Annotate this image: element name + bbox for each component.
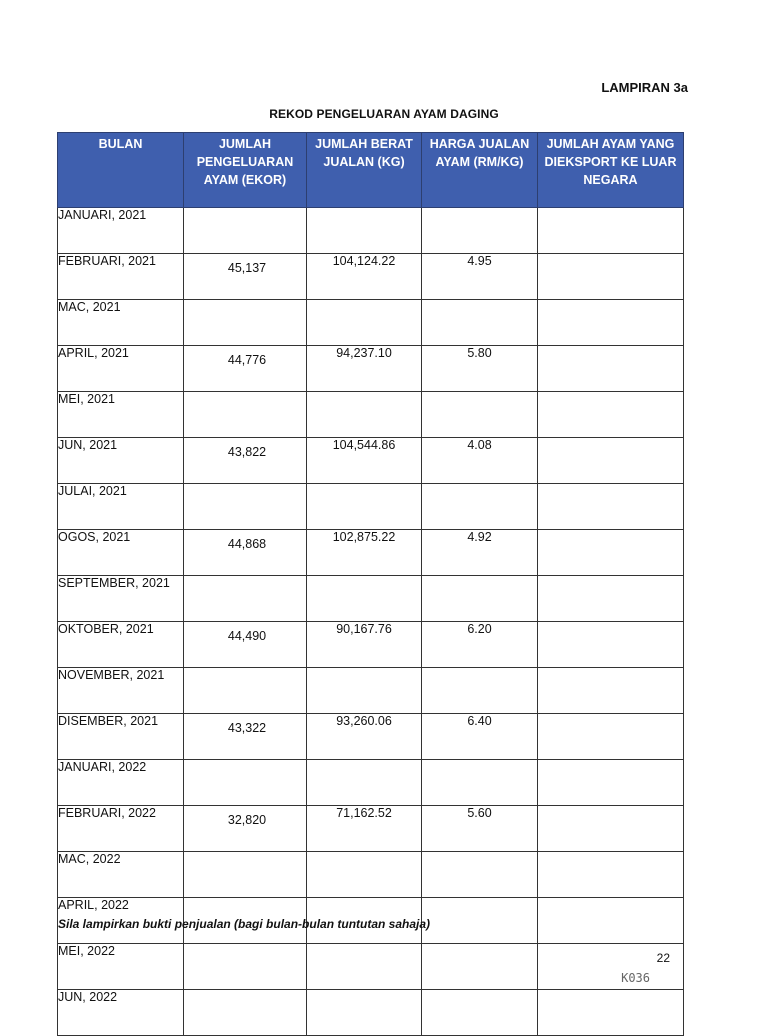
cell-price: 4.92 [422, 530, 538, 576]
cell-price [422, 760, 538, 806]
cell-export [538, 852, 684, 898]
broiler-production-table [57, 132, 684, 1036]
cell-price: 5.60 [422, 806, 538, 852]
header-production: JUMLAH PENGELUARAN AYAM (EKOR) [184, 133, 307, 208]
cell-weight [307, 300, 422, 346]
page-number: 22 [656, 951, 670, 965]
table-row [58, 254, 684, 300]
appendix-label: LAMPIRAN 3a [601, 80, 688, 95]
cell-weight: 102,875.22 [307, 530, 422, 576]
cell-price [422, 392, 538, 438]
cell-production [184, 668, 307, 714]
cell-weight: 104,124.22 [307, 254, 422, 300]
cell-production [184, 576, 307, 622]
cell-month: JUN, 2022 [58, 990, 184, 1036]
table-body [58, 208, 684, 1036]
header-month: BULAN [58, 133, 184, 208]
cell-month: SEPTEMBER, 2021 [58, 576, 184, 622]
cell-weight [307, 576, 422, 622]
table-row [58, 530, 684, 576]
cell-export [538, 760, 684, 806]
header-weight: JUMLAH BERAT JUALAN (KG) [307, 133, 422, 208]
cell-production: 44,868 [184, 530, 307, 576]
cell-export [538, 898, 684, 944]
cell-production [184, 990, 307, 1036]
cell-export [538, 254, 684, 300]
document-code: K036 [621, 971, 650, 985]
cell-price [422, 300, 538, 346]
cell-export [538, 392, 684, 438]
cell-price: 5.80 [422, 346, 538, 392]
table-row [58, 668, 684, 714]
header-export: JUMLAH AYAM YANG DIEKSPORT KE LUAR NEGARA [538, 133, 684, 208]
table-row [58, 438, 684, 484]
table-row [58, 208, 684, 254]
table-row [58, 852, 684, 898]
cell-weight [307, 852, 422, 898]
table-row [58, 806, 684, 852]
table-row [58, 300, 684, 346]
cell-export [538, 346, 684, 392]
table-row [58, 346, 684, 392]
cell-weight [307, 944, 422, 990]
cell-price: 6.40 [422, 714, 538, 760]
cell-month: OGOS, 2021 [58, 530, 184, 576]
table-header-row [58, 133, 684, 208]
cell-month: JULAI, 2021 [58, 484, 184, 530]
cell-production [184, 944, 307, 990]
cell-month: JANUARI, 2022 [58, 760, 184, 806]
cell-export [538, 530, 684, 576]
cell-production: 44,490 [184, 622, 307, 668]
cell-month: JUN, 2021 [58, 438, 184, 484]
cell-price [422, 944, 538, 990]
cell-production [184, 208, 307, 254]
cell-export [538, 576, 684, 622]
cell-price [422, 990, 538, 1036]
cell-export [538, 438, 684, 484]
cell-export [538, 990, 684, 1036]
table-row [58, 622, 684, 668]
cell-production [184, 760, 307, 806]
cell-production [184, 392, 307, 438]
cell-weight [307, 760, 422, 806]
table-row [58, 944, 684, 990]
cell-weight [307, 392, 422, 438]
table-row [58, 392, 684, 438]
cell-production: 44,776 [184, 346, 307, 392]
document-title: REKOD PENGELUARAN AYAM DAGING [269, 107, 499, 121]
cell-month: FEBRUARI, 2022 [58, 806, 184, 852]
table-row [58, 760, 684, 806]
cell-weight: 71,162.52 [307, 806, 422, 852]
cell-month: JANUARI, 2021 [58, 208, 184, 254]
table-row [58, 484, 684, 530]
cell-weight [307, 208, 422, 254]
cell-price [422, 208, 538, 254]
cell-production: 43,322 [184, 714, 307, 760]
cell-export [538, 484, 684, 530]
cell-price [422, 898, 538, 944]
cell-export [538, 714, 684, 760]
cell-production: 45,137 [184, 254, 307, 300]
cell-month: DISEMBER, 2021 [58, 714, 184, 760]
cell-export [538, 622, 684, 668]
cell-production: 43,822 [184, 438, 307, 484]
cell-production [184, 484, 307, 530]
cell-month: MAC, 2022 [58, 852, 184, 898]
cell-weight: 104,544.86 [307, 438, 422, 484]
cell-price: 4.08 [422, 438, 538, 484]
cell-production [184, 300, 307, 346]
header-price: HARGA JUALAN AYAM (RM/KG) [422, 133, 538, 208]
cell-weight [307, 990, 422, 1036]
cell-weight: 94,237.10 [307, 346, 422, 392]
cell-month: APRIL, 2022 [58, 898, 184, 944]
table-row [58, 576, 684, 622]
cell-month: MEI, 2022 [58, 944, 184, 990]
cell-month: OKTOBER, 2021 [58, 622, 184, 668]
cell-weight [307, 484, 422, 530]
cell-weight [307, 668, 422, 714]
cell-month: APRIL, 2021 [58, 346, 184, 392]
cell-export [538, 300, 684, 346]
cell-weight: 93,260.06 [307, 714, 422, 760]
cell-price: 6.20 [422, 622, 538, 668]
cell-month: MEI, 2021 [58, 392, 184, 438]
cell-month: MAC, 2021 [58, 300, 184, 346]
cell-price: 4.95 [422, 254, 538, 300]
cell-price [422, 484, 538, 530]
cell-price [422, 668, 538, 714]
table-row [58, 990, 684, 1036]
cell-price [422, 852, 538, 898]
cell-price [422, 576, 538, 622]
cell-export [538, 668, 684, 714]
cell-production [184, 852, 307, 898]
footnote: Sila lampirkan bukti penjualan (bagi bulan-bulan tuntutan sahaja) [58, 917, 431, 931]
cell-month: NOVEMBER, 2021 [58, 668, 184, 714]
cell-weight: 90,167.76 [307, 622, 422, 668]
table-row [58, 714, 684, 760]
cell-production: 32,820 [184, 806, 307, 852]
cell-export [538, 208, 684, 254]
cell-month: FEBRUARI, 2021 [58, 254, 184, 300]
cell-export [538, 806, 684, 852]
